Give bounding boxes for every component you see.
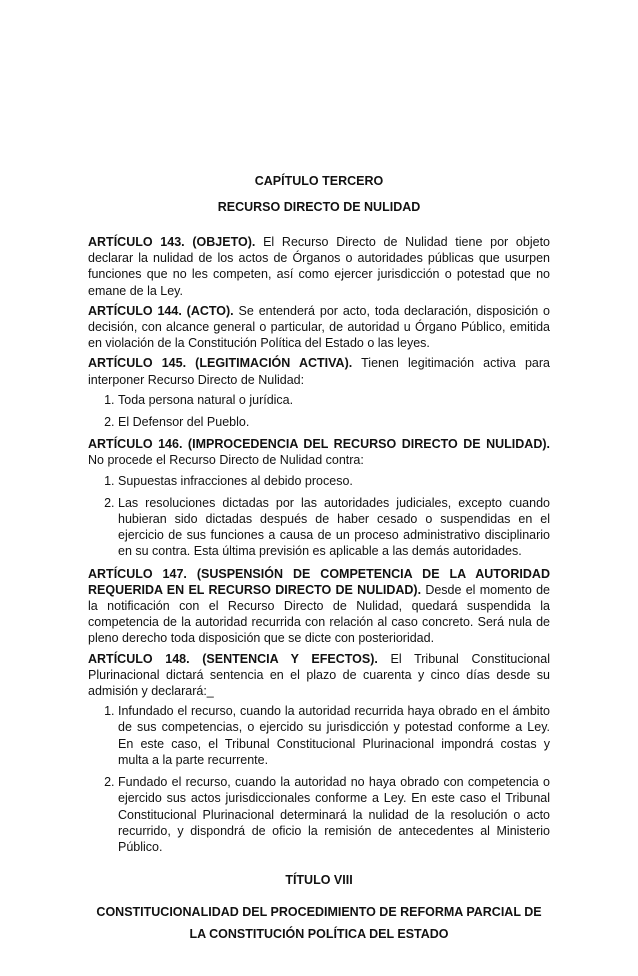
article-145: [88, 355, 550, 387]
article-text: Tienen legitimación activa para interponer Recurso Directo de Nulidad:: [88, 356, 550, 387]
article-145-list: [88, 392, 550, 430]
title-line-1: CONSTITUCIONALIDAD DEL PROCEDIMIENTO DE REFORMA PARCIAL DE: [96, 905, 542, 920]
article-heading: ARTÍCULO 148. (SENTENCIA Y EFECTOS).: [88, 651, 378, 666]
article-147: [88, 566, 550, 647]
list-item: 1. Infundado el recurso, cuando la autoridad recurrida haya obrado en el ámbito de sus competencias, o ejercido su jurisdicción y potestad conforme a Ley. En este caso, el Tribunal Constitucional Plurinacional impondrá costas y multa a la parte recurrente.: [118, 703, 550, 768]
list-item: 2. Las resoluciones dictadas por las autoridades judiciales, excepto cuando hubieran sido dictadas después de haber cesado o suspendidas en el ejercicio de sus funciones a causa de un proceso administrativo disciplinario en su contra. Esta última previsión es aplicable a las demás autoridades.: [118, 495, 550, 560]
chapter-heading: CAPÍTULO TERCERO: [254, 174, 384, 188]
chapter-subtitle: RECURSO DIRECTO DE NULIDAD: [217, 200, 421, 214]
article-text: No procede el Recurso Directo de Nulidad contra:: [88, 453, 364, 468]
title-line-2: LA CONSTITUCIÓN POLÍTICA DEL ESTADO: [189, 927, 449, 942]
title-name: [80, 901, 558, 945]
list-item: 2. Fundado el recurso, cuando la autoridad no haya obrado con competencia o ejercido sus actos jurisdiccionales conforme a Ley. En este caso el Tribunal Constitucional Plurinacional determinará la nulidad de la resolución o acto recurrido, y dispondrá de oficio la remisión de antecedentes al Ministerio Público.: [118, 774, 550, 855]
article-148-list: [88, 703, 550, 855]
article-heading: ARTÍCULO 147. (SUSPENSIÓN DE COMPETENCIA DE LA AUTORIDAD REQUERIDA EN EL RECURSO DIRECTO DE NULIDAD).: [88, 566, 550, 597]
article-heading: ARTÍCULO 144. (ACTO).: [88, 303, 234, 318]
article-144: [88, 303, 550, 352]
article-148: [88, 651, 550, 700]
article-text: Desde el momento de la notificación con el Recurso Directo de Nulidad, quedará suspendida la competencia de la autoridad recurrida con relación al caso concreto. Será nula de pleno derecho toda disposición que se dicte con posterioridad.: [88, 582, 550, 646]
document-page: [88, 174, 550, 945]
list-item: 1. Supuestas infracciones al debido proceso.: [118, 473, 550, 489]
article-text: Se entenderá por acto, toda declaración, disposición o decisión, con alcance general o particular, de autoridad u Órgano Público, emitida en violación de la Constitución Política del Estado o las leyes.: [88, 303, 550, 351]
article-146: [88, 436, 550, 468]
article-heading: ARTÍCULO 145. (LEGITIMACIÓN ACTIVA).: [88, 356, 353, 371]
article-heading: ARTÍCULO 143. (OBJETO).: [88, 235, 256, 249]
article-heading: ARTÍCULO 146. (IMPROCEDENCIA DEL RECURSO DIRECTO DE NULIDAD).: [88, 437, 550, 452]
article-text: El Recurso Directo de Nulidad tiene por objeto declarar la nulidad de los actos de Órganos o autoridades públicas que usurpen funciones que no les competen, así como ejercer jurisdicción o potestad que no emane de la Ley.: [88, 235, 550, 298]
article-146-list: [88, 473, 550, 560]
list-item: 2. El Defensor del Pueblo.: [118, 414, 550, 430]
title-heading: TÍTULO VIII: [285, 873, 353, 888]
list-item: 1. Toda persona natural o jurídica.: [118, 392, 550, 408]
article-143: [88, 234, 550, 299]
article-text: El Tribunal Constitucional Plurinacional dictará sentencia en el plazo de cuarenta y cinco días desde su admisión y declarará:_: [88, 651, 550, 699]
